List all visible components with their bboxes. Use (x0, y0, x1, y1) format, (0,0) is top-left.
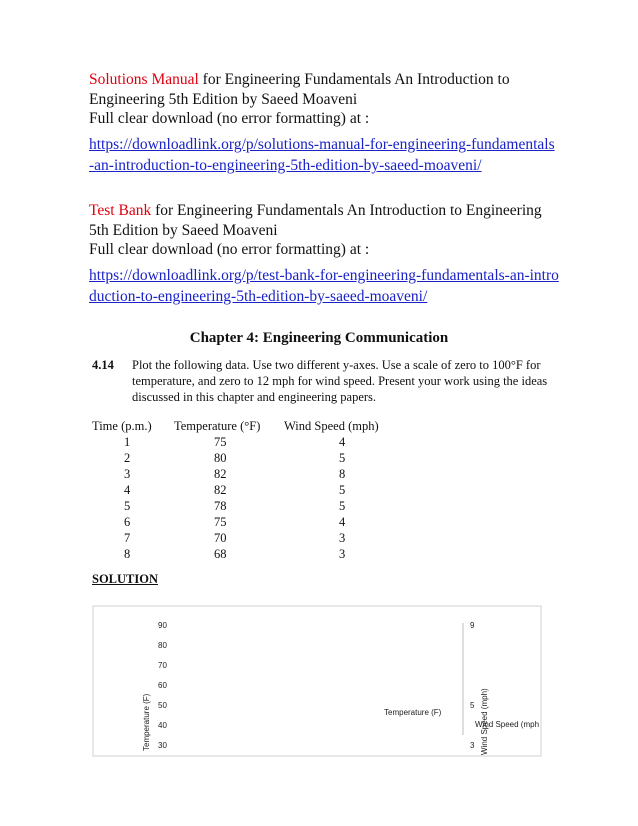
legend-temperature: Temperature (F) (384, 708, 442, 717)
column-header-wind: Wind Speed (mph) (284, 419, 379, 433)
problem-number: 4.14 (92, 358, 114, 372)
data-table (92, 418, 404, 562)
test-bank-link[interactable]: https://downloadlink.org/p/test-bank-for-engineering-fundamentals-an-introduction-to-engineering-5th-edition-by-saeed-moaveni/ (89, 267, 559, 305)
cell-wind-speed: 5 (339, 451, 346, 465)
test-bank-label: Test Bank (89, 202, 152, 219)
cell-time: 2 (124, 451, 131, 465)
cell-temperature: 78 (214, 499, 227, 513)
y-tick-label: 90 (158, 621, 167, 630)
solutions-manual-title: for Engineering Fundamentals An Introduction to Engineering 5th Edition by Saeed Moaveni (89, 71, 510, 108)
y-axis-label: Temperature (F) (142, 693, 151, 751)
table-body (92, 434, 404, 562)
cell-wind-speed: 5 (339, 499, 346, 513)
table-row (92, 546, 404, 562)
table-row (92, 434, 404, 450)
solutions-manual-paragraph (89, 70, 559, 109)
y2-tick-label: 9 (470, 621, 475, 630)
column-header-time: Time (p.m.) (92, 419, 152, 433)
table-row (92, 482, 404, 498)
test-bank-link-wrap (89, 265, 559, 307)
y2-tick-label: 5 (470, 701, 475, 710)
cell-time: 6 (124, 515, 131, 529)
table-row (92, 466, 404, 482)
cell-time: 1 (124, 435, 131, 449)
download-note-2: Full clear download (no error formatting) at : (89, 241, 370, 258)
table-row (92, 450, 404, 466)
legend-wind-speed: Wind Speed (mph (475, 720, 540, 729)
table-row (92, 514, 404, 530)
y-tick-label: 40 (158, 721, 167, 730)
solutions-manual-link-wrap (89, 134, 559, 176)
cell-temperature: 75 (214, 515, 227, 529)
cell-wind-speed: 5 (339, 483, 346, 497)
y-tick-label: 80 (158, 641, 167, 650)
y2-tick-label: 3 (470, 741, 475, 750)
y-tick-label: 30 (158, 741, 167, 750)
table-header-row (92, 418, 404, 434)
y-tick-label: 70 (158, 661, 167, 670)
problem-statement (92, 357, 562, 405)
test-bank-paragraph (89, 201, 559, 240)
cell-wind-speed: 3 (339, 547, 346, 561)
cell-temperature: 70 (214, 531, 227, 545)
cell-wind-speed: 8 (339, 467, 346, 481)
cell-wind-speed: 4 (339, 515, 346, 529)
cell-time: 8 (124, 547, 131, 561)
cell-wind-speed: 3 (339, 531, 346, 545)
cell-temperature: 80 (214, 451, 227, 465)
chart-area (92, 605, 542, 757)
cell-time: 5 (124, 499, 131, 513)
y-axis-ticks (158, 621, 167, 750)
y-tick-label: 50 (158, 701, 167, 710)
cell-time: 7 (124, 531, 131, 545)
column-header-temperature: Temperature (°F) (174, 419, 261, 433)
y2-axis-label: Wind Speed (mph) (480, 688, 489, 755)
test-bank-title: for Engineering Fundamentals An Introduction to Engineering 5th Edition by Saeed Moaveni (89, 202, 542, 239)
chapter-heading: Chapter 4: Engineering Communication (189, 330, 449, 346)
table-row (92, 498, 404, 514)
cell-temperature: 82 (214, 467, 227, 481)
cell-wind-speed: 4 (339, 435, 346, 449)
y-tick-label: 60 (158, 681, 167, 690)
cell-temperature: 82 (214, 483, 227, 497)
table-row (92, 530, 404, 546)
cell-time: 3 (124, 467, 131, 481)
solution-heading: SOLUTION (92, 572, 158, 586)
download-note-1: Full clear download (no error formatting) at : (89, 110, 370, 127)
y2-axis-ticks (470, 621, 475, 750)
cell-temperature: 68 (214, 547, 227, 561)
cell-time: 4 (124, 483, 131, 497)
problem-text: Plot the following data. Use two different y-axes. Use a scale of zero to 100°F for temperature, and zero to 12 mph for wind speed. Present your work using the ideas discussed in this chapter and engineering papers. (132, 358, 548, 404)
cell-temperature: 75 (214, 435, 227, 449)
solutions-manual-link[interactable]: https://downloadlink.org/p/solutions-manual-for-engineering-fundamentals-an-introduction-to-engineering-5th-edition-by-saeed-moaveni/ (89, 136, 555, 174)
solutions-manual-label: Solutions Manual (89, 71, 199, 88)
